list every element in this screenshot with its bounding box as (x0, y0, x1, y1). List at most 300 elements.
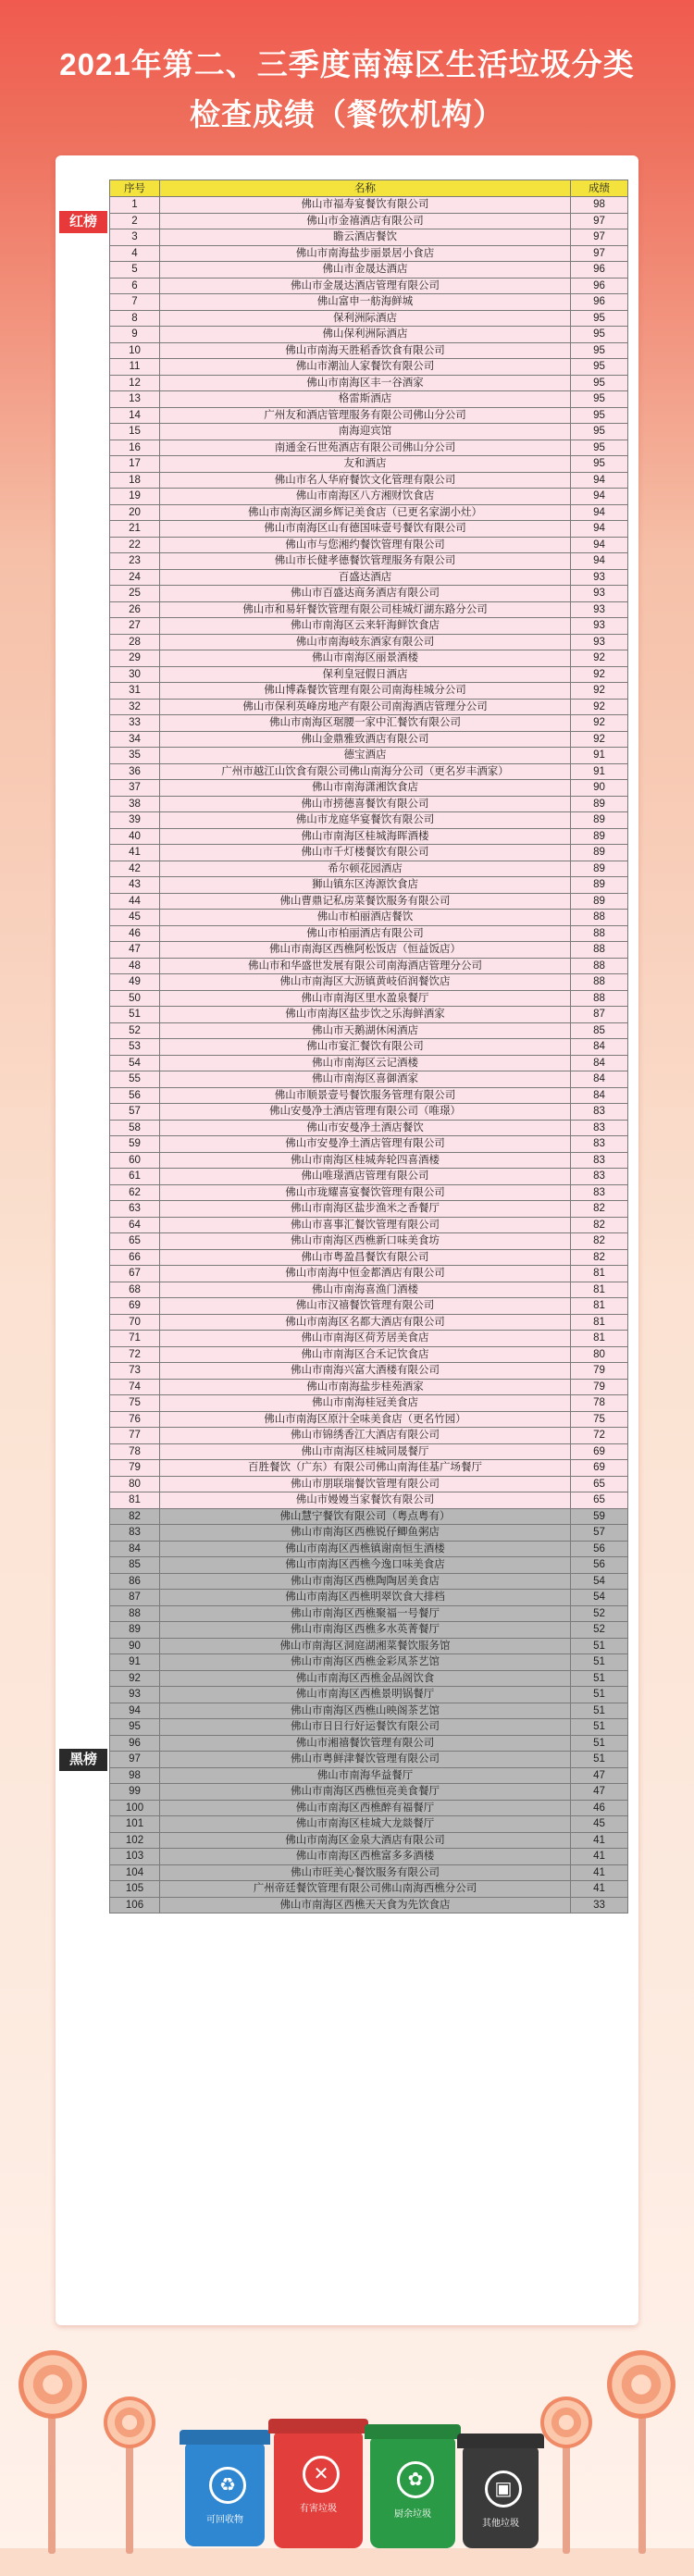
bin-lid (268, 2419, 368, 2434)
cell-idx: 106 (110, 1897, 160, 1913)
cell-name: 佛山市南海区琚腰一家中汇餐饮有限公司 (160, 715, 571, 732)
table-row (110, 1007, 628, 1023)
cell-score: 81 (571, 1298, 628, 1315)
table-row (110, 1346, 628, 1363)
cell-name: 佛山市顺景壹号餐饮服务管理有限公司 (160, 1087, 571, 1104)
cell-score: 54 (571, 1590, 628, 1606)
cell-score: 83 (571, 1120, 628, 1136)
table-row (110, 748, 628, 764)
cell-idx: 24 (110, 569, 160, 586)
cell-name: 佛山市捞德喜餐饮有限公司 (160, 796, 571, 812)
cell-idx: 26 (110, 601, 160, 618)
table-header-row (110, 180, 628, 197)
cell-name: 佛山市金晟达酒店 (160, 262, 571, 279)
cell-score: 88 (571, 990, 628, 1007)
cell-name: 佛山市南海区云记酒楼 (160, 1055, 571, 1071)
cell-score: 52 (571, 1622, 628, 1639)
table-row (110, 1169, 628, 1185)
cell-score: 88 (571, 958, 628, 974)
cell-score: 88 (571, 942, 628, 959)
table-row (110, 650, 628, 667)
cell-score: 92 (571, 699, 628, 715)
cell-idx: 89 (110, 1622, 160, 1639)
cell-name: 佛山市南海区西樵富多多酒楼 (160, 1849, 571, 1865)
tree-trunk-left (48, 2396, 56, 2554)
cell-name: 佛山市南海区西樵天天食为先饮食店 (160, 1897, 571, 1913)
cell-name: 佛山市和易轩餐饮管理有限公司桂城灯湖东路分公司 (160, 601, 571, 618)
cell-name: 佛山安曼净土酒店管理有限公司（唯璟） (160, 1104, 571, 1121)
results-card (56, 155, 638, 2325)
cell-score: 93 (571, 601, 628, 618)
table-row (110, 504, 628, 521)
cell-idx: 7 (110, 294, 160, 311)
cell-score: 83 (571, 1184, 628, 1201)
cell-score: 91 (571, 763, 628, 780)
cell-idx: 79 (110, 1460, 160, 1477)
cell-score: 95 (571, 440, 628, 456)
cell-name: 保利洲际酒店 (160, 310, 571, 327)
tree-left-icon (19, 2350, 87, 2419)
cell-name: 狮山镇东区涛源饮食店 (160, 877, 571, 894)
bin-lid (180, 2430, 270, 2445)
cell-name: 佛山市南海区桂城海晖酒楼 (160, 828, 571, 845)
cell-idx: 68 (110, 1282, 160, 1298)
table-row (110, 1719, 628, 1736)
cell-idx: 10 (110, 342, 160, 359)
cell-score: 65 (571, 1476, 628, 1492)
bin-lid (457, 2434, 544, 2448)
cell-score: 95 (571, 327, 628, 343)
cell-name: 佛山市南海区西樵锐仔鲫鱼粥店 (160, 1525, 571, 1542)
cell-name: 佛山市南海岐东酒家有限公司 (160, 634, 571, 650)
table-row (110, 1816, 628, 1833)
cell-idx: 44 (110, 893, 160, 910)
cell-idx: 103 (110, 1849, 160, 1865)
table-row (110, 586, 628, 602)
table-row (110, 1605, 628, 1622)
cell-name: 广州帝廷餐饮管理有限公司佛山南海西樵分公司 (160, 1881, 571, 1898)
table-row (110, 213, 628, 229)
table-row (110, 618, 628, 635)
cell-name: 佛山市南海区名都大酒店有限公司 (160, 1314, 571, 1331)
bin-lid (365, 2424, 461, 2439)
results-table (109, 180, 628, 1913)
cell-idx: 93 (110, 1687, 160, 1703)
cell-name: 佛山市南海区西樵陶陶居美食店 (160, 1573, 571, 1590)
cell-name: 佛山市南海区西樵山映阁茶艺馆 (160, 1703, 571, 1719)
cell-idx: 23 (110, 553, 160, 570)
cell-score: 89 (571, 796, 628, 812)
cell-score: 51 (571, 1638, 628, 1654)
cell-idx: 84 (110, 1541, 160, 1557)
cell-score: 95 (571, 456, 628, 473)
table-row (110, 1638, 628, 1654)
cell-idx: 27 (110, 618, 160, 635)
cell-name: 佛山市南海中恒金都酒店有限公司 (160, 1266, 571, 1282)
cell-idx: 60 (110, 1152, 160, 1169)
cell-idx: 57 (110, 1104, 160, 1121)
cell-score: 95 (571, 342, 628, 359)
cell-idx: 80 (110, 1476, 160, 1492)
cell-idx: 74 (110, 1379, 160, 1395)
cell-idx: 102 (110, 1832, 160, 1849)
recycle-symbol-icon: ✕ (303, 2456, 340, 2493)
cell-name: 佛山市千灯楼餐饮有限公司 (160, 845, 571, 861)
cell-name: 佛山市喜事汇餐饮管理有限公司 (160, 1217, 571, 1233)
cell-idx: 38 (110, 796, 160, 812)
table-row (110, 1363, 628, 1380)
cell-idx: 41 (110, 845, 160, 861)
cell-name: 佛山市汉禧餐饮管理有限公司 (160, 1298, 571, 1315)
page-header (0, 0, 694, 148)
cell-name: 佛山市南海区盐步饮之乐海鲜酒家 (160, 1007, 571, 1023)
cell-idx: 101 (110, 1816, 160, 1833)
cell-score: 88 (571, 910, 628, 926)
cell-name: 佛山市南海区湖乡辉记美食店（已更名家湖小灶） (160, 504, 571, 521)
cell-score: 80 (571, 1346, 628, 1363)
table-row (110, 1120, 628, 1136)
cell-name: 佛山市百盛达商务酒店有限公司 (160, 586, 571, 602)
cell-idx: 92 (110, 1670, 160, 1687)
table-row (110, 796, 628, 812)
cell-score: 83 (571, 1136, 628, 1153)
cell-score: 93 (571, 618, 628, 635)
cell-score: 89 (571, 828, 628, 845)
cell-name: 佛山市与您湘约餐饮管理有限公司 (160, 537, 571, 553)
cell-name: 佛山市柏丽酒店有限公司 (160, 925, 571, 942)
cell-score: 90 (571, 780, 628, 797)
cell-name: 佛山市旺美心餐饮服务有限公司 (160, 1864, 571, 1881)
cell-name: 佛山市金晟达酒店管理有限公司 (160, 278, 571, 294)
table-row (110, 812, 628, 829)
cell-idx: 35 (110, 748, 160, 764)
cell-score: 47 (571, 1784, 628, 1801)
cell-score: 51 (571, 1703, 628, 1719)
cell-name: 佛山市日日行好运餐饮有限公司 (160, 1719, 571, 1736)
cell-score: 95 (571, 407, 628, 424)
table-row (110, 893, 628, 910)
cell-idx: 75 (110, 1395, 160, 1412)
table-row (110, 1104, 628, 1121)
tree-right2-icon (540, 2396, 592, 2448)
table-row (110, 310, 628, 327)
table-row (110, 1443, 628, 1460)
table-row (110, 731, 628, 748)
cell-name: 佛山市保利英峰房地产有限公司南海酒店管理分公司 (160, 699, 571, 715)
cell-name: 佛山市南海区丽景酒楼 (160, 650, 571, 667)
cell-score: 94 (571, 553, 628, 570)
table-row (110, 974, 628, 991)
bin-label: 可回收物 (206, 2515, 243, 2525)
cell-idx: 50 (110, 990, 160, 1007)
cell-idx: 94 (110, 1703, 160, 1719)
table-row (110, 634, 628, 650)
cell-score: 83 (571, 1152, 628, 1169)
cell-name: 佛山保利洲际酒店 (160, 327, 571, 343)
cell-score: 87 (571, 1007, 628, 1023)
table-row (110, 1266, 628, 1282)
cell-idx: 3 (110, 229, 160, 246)
recycle-symbol-icon: ♻ (209, 2467, 246, 2504)
cell-name: 佛山市湘禧餐饮管理有限公司 (160, 1735, 571, 1752)
cell-score: 96 (571, 262, 628, 279)
tree-left2-icon (104, 2396, 155, 2448)
cell-idx: 8 (110, 310, 160, 327)
cell-name: 友和酒店 (160, 456, 571, 473)
cell-score: 69 (571, 1443, 628, 1460)
cell-score: 54 (571, 1573, 628, 1590)
cell-idx: 33 (110, 715, 160, 732)
cell-score: 95 (571, 391, 628, 408)
table-row (110, 1314, 628, 1331)
recycle-symbol-icon: ▣ (485, 2471, 522, 2508)
cell-name: 佛山市锦绣香江大酒店有限公司 (160, 1428, 571, 1444)
cell-idx: 30 (110, 666, 160, 683)
cell-name: 佛山曹鼎记私房菜餐饮服务有限公司 (160, 893, 571, 910)
cell-score: 41 (571, 1849, 628, 1865)
table-row (110, 1201, 628, 1218)
cell-idx: 20 (110, 504, 160, 521)
table-row (110, 861, 628, 877)
cell-idx: 29 (110, 650, 160, 667)
table-row (110, 1071, 628, 1088)
cell-idx: 58 (110, 1120, 160, 1136)
table-row (110, 958, 628, 974)
cell-name: 佛山市南海区西樵醉有福餐厅 (160, 1800, 571, 1816)
cell-score: 47 (571, 1767, 628, 1784)
cell-name: 佛山市南海区里水盈泉餐厅 (160, 990, 571, 1007)
table-row (110, 1767, 628, 1784)
cell-idx: 65 (110, 1233, 160, 1250)
table-row (110, 1087, 628, 1104)
bin-label: 其他垃圾 (482, 2519, 519, 2529)
table-row (110, 942, 628, 959)
cell-idx: 73 (110, 1363, 160, 1380)
cell-name: 佛山金鼎雅致酒店有限公司 (160, 731, 571, 748)
table-row (110, 877, 628, 894)
cell-idx: 13 (110, 391, 160, 408)
table-row (110, 1832, 628, 1849)
cell-score: 94 (571, 504, 628, 521)
cell-name: 佛山市南海潇湘饮食店 (160, 780, 571, 797)
cell-idx: 100 (110, 1800, 160, 1816)
cell-score: 95 (571, 359, 628, 376)
cell-score: 92 (571, 731, 628, 748)
cell-idx: 1 (110, 197, 160, 214)
cell-name: 佛山市宴汇餐饮有限公司 (160, 1039, 571, 1056)
cell-name: 佛山市天鹅湖休闲酒店 (160, 1022, 571, 1039)
table-row (110, 1541, 628, 1557)
cell-name: 佛山市名人华府餐饮文化管理有限公司 (160, 472, 571, 489)
table-row (110, 1492, 628, 1509)
cell-name: 佛山市南海区金泉大酒店有限公司 (160, 1832, 571, 1849)
cell-name: 佛山市和华盛世发展有限公司南海酒店管理分公司 (160, 958, 571, 974)
cell-idx: 53 (110, 1039, 160, 1056)
cell-score: 82 (571, 1249, 628, 1266)
cell-idx: 17 (110, 456, 160, 473)
table-row (110, 375, 628, 391)
cell-idx: 43 (110, 877, 160, 894)
table-row (110, 569, 628, 586)
page-title: 2021年第二、三季度南海区生活垃圾分类 (59, 47, 635, 81)
table-row (110, 1864, 628, 1881)
cell-score: 93 (571, 586, 628, 602)
table-row (110, 197, 628, 214)
cell-idx: 63 (110, 1201, 160, 1218)
cell-idx: 86 (110, 1573, 160, 1590)
table-row (110, 391, 628, 408)
table-row (110, 1428, 628, 1444)
cell-idx: 4 (110, 245, 160, 262)
cell-score: 89 (571, 861, 628, 877)
cell-score: 89 (571, 877, 628, 894)
cell-idx: 67 (110, 1266, 160, 1282)
table-row (110, 1703, 628, 1719)
bin-label: 厨余垃圾 (394, 2509, 431, 2520)
cell-score: 51 (571, 1670, 628, 1687)
cell-score: 51 (571, 1654, 628, 1671)
cell-name: 佛山市南海区西樵景明锅餐厅 (160, 1687, 571, 1703)
cell-score: 93 (571, 569, 628, 586)
cell-score: 88 (571, 974, 628, 991)
cell-idx: 105 (110, 1881, 160, 1898)
cell-idx: 78 (110, 1443, 160, 1460)
cell-idx: 82 (110, 1508, 160, 1525)
cell-score: 41 (571, 1832, 628, 1849)
cell-score: 81 (571, 1331, 628, 1347)
table-row (110, 1460, 628, 1477)
table-row (110, 1152, 628, 1169)
table-row (110, 828, 628, 845)
table-row (110, 1654, 628, 1671)
cell-name: 佛山市长健孝德餐饮管理服务有限公司 (160, 553, 571, 570)
cell-name: 佛山市粤鲜津餐饮管理有限公司 (160, 1752, 571, 1768)
cell-idx: 95 (110, 1719, 160, 1736)
table-row (110, 1525, 628, 1542)
table-row (110, 294, 628, 311)
cell-score: 97 (571, 229, 628, 246)
cell-idx: 22 (110, 537, 160, 553)
trash-bin (370, 2437, 455, 2548)
cell-idx: 34 (110, 731, 160, 748)
table-row (110, 910, 628, 926)
cell-score: 51 (571, 1752, 628, 1768)
cell-name: 百盛达酒店 (160, 569, 571, 586)
trash-bin (463, 2446, 539, 2548)
table-row (110, 699, 628, 715)
cell-score: 97 (571, 245, 628, 262)
cell-score: 94 (571, 537, 628, 553)
cell-name: 佛山市南海区西樵镇谢南恒生酒楼 (160, 1541, 571, 1557)
header-idx: 序号 (110, 180, 160, 197)
cell-idx: 54 (110, 1055, 160, 1071)
cell-score: 75 (571, 1411, 628, 1428)
table-row (110, 1217, 628, 1233)
cell-score: 96 (571, 294, 628, 311)
cell-name: 佛山市南海区西樵明翠饮食大排档 (160, 1590, 571, 1606)
table-row (110, 1784, 628, 1801)
cell-idx: 47 (110, 942, 160, 959)
cell-idx: 40 (110, 828, 160, 845)
cell-idx: 55 (110, 1071, 160, 1088)
table-row (110, 553, 628, 570)
cell-score: 84 (571, 1071, 628, 1088)
cell-score: 81 (571, 1314, 628, 1331)
cell-idx: 85 (110, 1557, 160, 1574)
table-body (110, 197, 628, 1913)
cell-name: 佛山市柏丽酒店餐饮 (160, 910, 571, 926)
red-list-tag: 红榜 (59, 211, 107, 233)
cell-name: 希尔顿花园酒店 (160, 861, 571, 877)
table-row (110, 359, 628, 376)
cell-score: 56 (571, 1541, 628, 1557)
cell-name: 佛山市福寿宴餐饮有限公司 (160, 197, 571, 214)
cell-name: 佛山市南海区合禾记饮食店 (160, 1346, 571, 1363)
cell-idx: 77 (110, 1428, 160, 1444)
table-row (110, 262, 628, 279)
table-row (110, 1331, 628, 1347)
cell-score: 45 (571, 1816, 628, 1833)
cell-idx: 51 (110, 1007, 160, 1023)
cell-score: 69 (571, 1460, 628, 1477)
cell-idx: 91 (110, 1654, 160, 1671)
cell-idx: 64 (110, 1217, 160, 1233)
cell-score: 84 (571, 1087, 628, 1104)
table-row (110, 440, 628, 456)
table-row (110, 456, 628, 473)
table-row (110, 601, 628, 618)
cell-idx: 99 (110, 1784, 160, 1801)
cell-name: 佛山市南海区大沥镇黄岐佰润餐饮店 (160, 974, 571, 991)
cell-idx: 6 (110, 278, 160, 294)
cell-idx: 104 (110, 1864, 160, 1881)
table-row (110, 845, 628, 861)
cell-name: 佛山市南海区西樵聚福一号餐厅 (160, 1605, 571, 1622)
cell-idx: 49 (110, 974, 160, 991)
cell-idx: 62 (110, 1184, 160, 1201)
cell-idx: 98 (110, 1767, 160, 1784)
cell-name: 南通金石世苑酒店有限公司佛山分公司 (160, 440, 571, 456)
cell-score: 94 (571, 521, 628, 538)
cell-name: 广州友和酒店管理服务有限公司佛山分公司 (160, 407, 571, 424)
table-row (110, 1881, 628, 1898)
table-row (110, 925, 628, 942)
cell-idx: 42 (110, 861, 160, 877)
table-row (110, 666, 628, 683)
cell-name: 佛山市南海区西樵阿松饭店（恒益饭店） (160, 942, 571, 959)
cell-idx: 11 (110, 359, 160, 376)
cell-name: 佛山市南海区西樵多水英菁餐厅 (160, 1622, 571, 1639)
tree-trunk-right2 (563, 2434, 570, 2554)
cell-score: 41 (571, 1881, 628, 1898)
cell-score: 89 (571, 893, 628, 910)
cell-idx: 71 (110, 1331, 160, 1347)
cell-name: 保利皇冠假日酒店 (160, 666, 571, 683)
cell-score: 51 (571, 1687, 628, 1703)
black-list-tag: 黑榜 (59, 1749, 107, 1771)
cell-score: 91 (571, 748, 628, 764)
cell-score: 82 (571, 1201, 628, 1218)
cell-idx: 87 (110, 1590, 160, 1606)
cell-idx: 28 (110, 634, 160, 650)
cell-idx: 45 (110, 910, 160, 926)
cell-idx: 21 (110, 521, 160, 538)
cell-name: 佛山市珑耀喜宴餐饮管理有限公司 (160, 1184, 571, 1201)
cell-score: 57 (571, 1525, 628, 1542)
cell-score: 94 (571, 489, 628, 505)
table-row (110, 1476, 628, 1492)
cell-name: 佛山市金禧酒店有限公司 (160, 213, 571, 229)
